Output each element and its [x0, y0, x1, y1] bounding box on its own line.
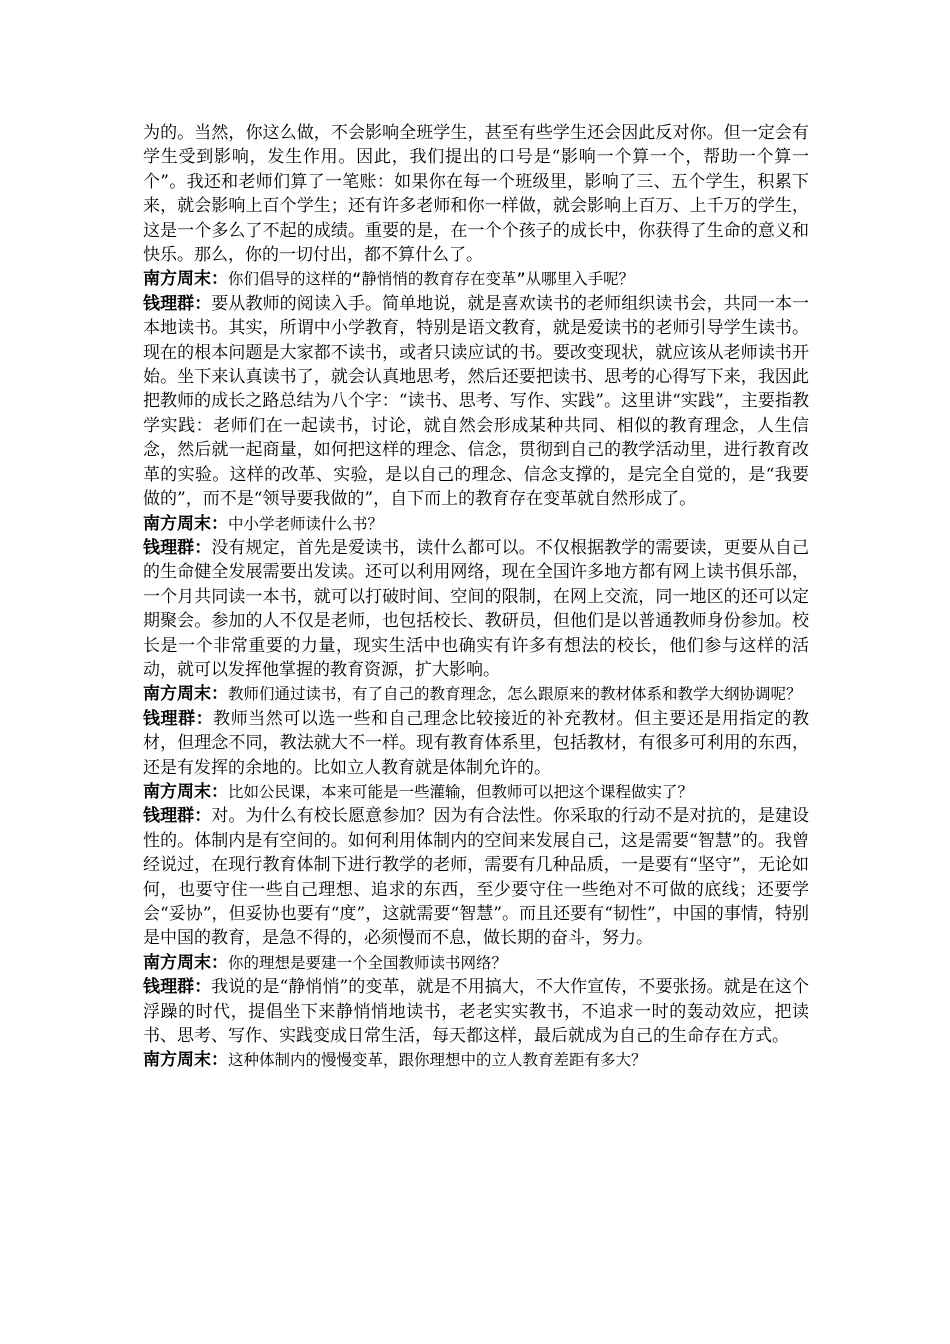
paragraph-question	[143, 682, 809, 706]
paragraph-question	[143, 512, 809, 536]
speaker-label: 钱理群：	[143, 537, 212, 558]
paragraph-answer	[143, 536, 809, 682]
speaker-label: 南方周末：	[143, 513, 228, 534]
answer-text: 要从教师的阅读入手。简单地说，就是喜欢读书的老师组织读书会，共同一本一本地读书。其实，所谓中小学教育，特别是语文教育，就是爱读书的老师引导学生读书。现在的根本问题是大家都不读书，或者只读应试的书。要改变现状，就应该从老师读书开始。坐下来认真读书了，就会认真地思考，然后还要把读书、思考的心得写下来，我因此把教师的成长之路总结为八个字：“读书、思考、写作、实践”。这里讲“实践”，主要指教学实践：老师们在一起读书，讨论，就自然会形成某种共同、相似的教育理念，人生信念，然后就一起商量，如何把这样的理念、信念，贯彻到自己的教学活动里，进行教育改革的实验。这样的改革、实验，是以自己的理念、信念支撑的，是完全自觉的，是“我要做的”，而不是“领导要我做的”，自下而上的教育存在变革就自然形成了。	[143, 293, 810, 510]
paragraph-answer	[143, 707, 809, 780]
speaker-label: 南方周末：	[143, 781, 228, 802]
document-page	[143, 121, 809, 1073]
speaker-label: 南方周末：	[143, 684, 228, 705]
answer-text: 为的。当然，你这么做，不会影响全班学生，甚至有些学生还会因此反对你。但一定会有学生受到影响，发生作用。因此，我们提出的口号是“影响一个算一个，帮助一个算一个”。我还和老师们算了一笔账：如果你在每一个班级里，影响了三、五个学生，积累下来，就会影响上百个学生；还有许多老师和你一样做，就会影响上百万、上千万的学生，这是一个多么了不起的成绩。重要的是，在一个个孩子的成长中，你获得了生命的意义和快乐。那么，你的一切付出，都不算什么了。	[143, 123, 809, 266]
question-text: 比如公民课，本来可能是一些灌输，但教师可以把这个课程做实了？	[228, 782, 694, 801]
answer-text: 对。为什么有校长愿意参加？因为有合法性。你采取的行动不是对抗的，是建设性的。体制内是有空间的。如何利用体制内的空间来发展自己，这是需要“智慧”的。我曾经说过，在现行教育体制下进行教学的老师，需要有几种品质，一是要有“坚守”，无论如何，也要守住一些自己理想、追求的东西，至少要守住一些绝对不可做的底线；还要学会“妥协”，但妥协也要有“度”，这就需要“智慧”。而且还要有“韧性”，中国的事情，特别是中国的教育，是急不得的，必须慢而不息，做长期的奋斗，努力。	[143, 806, 810, 949]
speaker-label: 钱理群：	[143, 708, 214, 729]
answer-text: 我说的是“静悄悄”的变革，就是不用搞大，不大作宣传，不要张扬。就是在这个浮躁的时代，提倡坐下来静悄悄地读书，老老实实教书，不追求一时的轰动效应，把读书、思考、写作、实践变成日常生活，每天都这样，最后就成为自己的生命存在方式。	[143, 977, 810, 1047]
question-text: 你们倡导的这样的“静悄悄的教育存在变革”从哪里入手呢？	[228, 270, 635, 289]
question-text: 这种体制内的慢慢变革，跟你理想中的立人教育差距有多大？	[228, 1051, 647, 1070]
question-text: 中小学老师读什么书？	[228, 514, 384, 533]
paragraph-question	[143, 267, 809, 291]
paragraph-question	[143, 1048, 809, 1072]
paragraph-answer-continued	[143, 121, 809, 267]
paragraph-answer	[143, 804, 809, 950]
speaker-label: 南方周末：	[143, 269, 228, 290]
question-text: 你的理想是要建一个全国教师读书网络？	[228, 953, 508, 972]
speaker-label: 南方周末：	[143, 1050, 228, 1071]
answer-text: 教师当然可以选一些和自己理念比较接近的补充教材。但主要还是用指定的教材，但理念不同，教法就大不一样。现有教育体系里，包括教材，有很多可利用的东西，还是有发挥的余地的。比如立人教育就是体制允许的。	[143, 708, 810, 778]
paragraph-answer	[143, 292, 809, 512]
answer-text: 没有规定，首先是爱读书，读什么都可以。不仅根据教学的需要读，更要从自己的生命健全发展需要出发读。还可以利用网络，现在全国许多地方都有网上读书俱乐部，一个月共同读一本书，就可以打破时间、空间的限制，在网上交流，同一地区的还可以定期聚会。参加的人不仅是老师，也包括校长、教研员，但他们是以普通教师身份参加。校长是一个非常重要的力量，现实生活中也确实有许多有想法的校长，他们参与这样的活动，就可以发挥他掌握的教育资源，扩大影响。	[143, 537, 810, 680]
speaker-label: 钱理群：	[143, 806, 212, 827]
question-text: 教师们通过读书，有了自己的教育理念，怎么跟原来的教材体系和教学大纲协调呢？	[228, 685, 802, 704]
paragraph-question	[143, 951, 809, 975]
paragraph-question	[143, 780, 809, 804]
speaker-label: 钱理群：	[143, 977, 212, 998]
paragraph-answer	[143, 975, 809, 1048]
speaker-label: 钱理群：	[143, 293, 212, 314]
speaker-label: 南方周末：	[143, 952, 228, 973]
